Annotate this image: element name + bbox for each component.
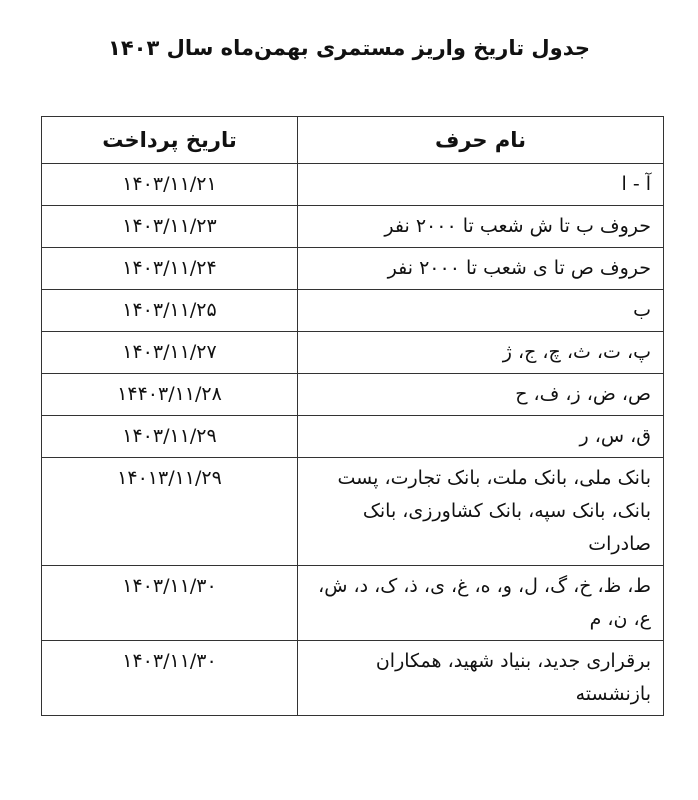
date-cell: ۱۴۰۳/۱۱/۲۵ (42, 290, 298, 332)
letter-cell: بانک ملی، بانک ملت، بانک تجارت، پست بانک، بانک سپه، بانک کشاورزی، بانک صادرات (298, 458, 664, 566)
table-row (42, 206, 664, 248)
date-cell: ۱۴۰۱۳/۱۱/۲۹ (42, 458, 298, 566)
date-cell: ۱۴۰۳/۱۱/۲۹ (42, 416, 298, 458)
letter-cell: پ، ت، ث، چ، ج، ژ (298, 332, 664, 374)
letter-cell: حروف ب تا ش شعب تا ۲۰۰۰ نفر (298, 206, 664, 248)
date-cell: ۱۴۰۳/۱۱/۳۰ (42, 566, 298, 641)
letter-cell: ب (298, 290, 664, 332)
date-cell: ۱۴۰۳/۱۱/۳۰ (42, 641, 298, 716)
date-cell: ۱۴۰۳/۱۱/۲۷ (42, 332, 298, 374)
letter-cell: آ - ا (298, 164, 664, 206)
date-cell: ۱۴۴۰۳/۱۱/۲۸ (42, 374, 298, 416)
document-title: جدول تاریخ واریز مستمری بهمن‌ماه سال ۱۴۰۳ (108, 36, 590, 60)
letter-cell: برقراری جدید، بنیاد شهید، همکاران بازنشسته (298, 641, 664, 716)
table-row (42, 248, 664, 290)
date-cell: ۱۴۰۳/۱۱/۲۴ (42, 248, 298, 290)
table-header-row (42, 117, 664, 164)
table-row (42, 374, 664, 416)
table-row (42, 416, 664, 458)
date-cell: ۱۴۰۳/۱۱/۲۳ (42, 206, 298, 248)
table-row (42, 164, 664, 206)
header-letter-name: نام حرف (298, 117, 664, 164)
table-row (42, 566, 664, 641)
payment-schedule-table (41, 116, 664, 716)
table-row (42, 458, 664, 566)
letter-cell: ق، س، ر (298, 416, 664, 458)
letter-cell: ط، ظ، خ، گ، ل، و، ه، غ، ی، ذ، ک، د، ش، ع، ن، م (298, 566, 664, 641)
table-row (42, 641, 664, 716)
letter-cell: حروف ص تا ی شعب تا ۲۰۰۰ نفر (298, 248, 664, 290)
date-cell: ۱۴۰۳/۱۱/۲۱ (42, 164, 298, 206)
letter-cell: ص، ض، ز، ف، ح (298, 374, 664, 416)
table-row (42, 332, 664, 374)
header-payment-date: تاریخ پرداخت (42, 117, 298, 164)
table-row (42, 290, 664, 332)
